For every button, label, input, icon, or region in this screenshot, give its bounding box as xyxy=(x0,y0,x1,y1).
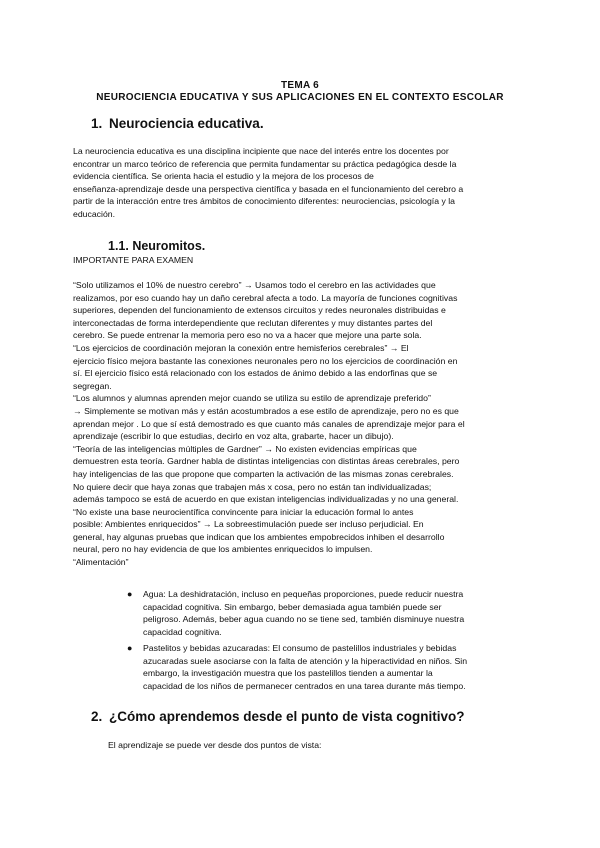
text-line: neural, pero no hay evidencia de que los ambientes enriquecidos lo impulsen. xyxy=(73,544,373,555)
text-line: Pastelitos y bebidas azucaradas: El consumo de pastelillos industriales y bebidas xyxy=(143,643,457,653)
text-line: además tampoco se está de acuerdo en que existan inteligencias individualizadas y no una general. xyxy=(73,494,459,505)
text-line: “No existe una base neurocientífica convincente para iniciar la educación formal lo antes xyxy=(73,506,414,517)
text-line: La neurociencia educativa es una disciplina incipiente que nace del interés entre los docentes por xyxy=(73,146,449,156)
text-line: “Teoría de las inteligencias múltiples de Gardner” → No existen evidencias empíricas que xyxy=(73,443,417,454)
section-1-paragraph xyxy=(73,145,533,221)
text-line: encontrar un marco teórico de referencia que permita fundamentar su práctica pedagógica desde la xyxy=(73,158,457,169)
section-2-intro: El aprendizaje se puede ver desde dos puntos de vista: xyxy=(108,740,322,750)
text-line: capacidad de los niños de permanecer centrados en una tarea durante más tiempo. xyxy=(143,680,466,691)
text-line: No quiere decir que haya zonas que trabajen más x cosa, pero no están tan individualizadas; xyxy=(73,481,432,492)
section-2-number: 2. xyxy=(91,709,103,724)
bullet-icon: ● xyxy=(127,643,133,653)
text-line: segregan. xyxy=(73,380,112,391)
text-line: demuestren esta teoría. Gardner habla de distintas inteligencias con distintas áreas cerebrales, pero xyxy=(73,456,460,467)
text-line: azucaradas suele asociarse con la falta de atención y la hiperactividad en niños. Sin xyxy=(143,655,468,666)
text-line: capacidad cognitiva. xyxy=(143,626,222,637)
text-line: Agua: La deshidratación, incluso en pequeñas proporciones, puede reducir nuestra xyxy=(143,589,464,599)
section-1-title: Neurociencia educativa. xyxy=(109,116,264,131)
text-line: aprendizaje (escribir lo que estudias, decirlo en voz alta, grabarte, hacer un dibujo). xyxy=(73,431,394,442)
text-line: “Solo utilizamos el 10% de nuestro cerebro” → Usamos todo el cerebro en las actividades que xyxy=(73,280,436,290)
section-2-title: ¿Cómo aprendemos desde el punto de vista cognitivo? xyxy=(109,709,465,724)
text-line: interconectadas de forma interdependiente que reclutan diferentes y muy distantes partes del xyxy=(73,317,433,328)
text-line: ejercicio físico mejora bastante las conexiones neuronales pero no los ejercicios de coordinación en xyxy=(73,355,458,366)
text-line: peligroso. Además, beber agua cuando no se tiene sed, también disminuye nuestra xyxy=(143,614,465,625)
text-line: enseñanza-aprendizaje desde una perspectiva científica y basada en el funcionamiento del cerebro a xyxy=(73,183,464,194)
text-line: capacidad cognitiva. Sin embargo, beber demasiada agua también puede ser xyxy=(143,601,442,612)
text-line: “Los ejercicios de coordinación mejoran la conexión entre hemisferios cerebrales” → El xyxy=(73,342,409,353)
subsection-1-1-heading: 1.1. Neuromitos. xyxy=(108,239,206,253)
neuromitos-list xyxy=(73,279,533,569)
bullet-item-agua xyxy=(143,588,533,638)
text-line: realizamos, por eso cuando hay un daño cerebral afecta a todo. La mayoría de funciones cognitivas xyxy=(73,292,458,303)
text-line: posible: Ambientes enriquecidos” → La sobreestimulación puede ser incluso perjudicial. En xyxy=(73,519,424,530)
text-line: superiores, dependen del funcionamiento de extensos circuitos y redes neuronales distribuidas e xyxy=(73,305,446,316)
section-2-heading xyxy=(91,709,465,724)
exam-note: IMPORTANTE PARA EXAMEN xyxy=(73,255,194,265)
text-line: partir de la interacción entre tres ámbitos de conocimiento diferentes: neurociencias, psicología y la xyxy=(73,196,455,207)
text-line: “Los alumnos y alumnas aprenden mejor cuando se utiliza su estilo de aprendizaje preferido” xyxy=(73,393,431,404)
text-line: educación. xyxy=(73,208,116,219)
bullet-icon: ● xyxy=(127,589,133,599)
bullet-item-pastelitos xyxy=(143,642,533,692)
text-line: sí. El ejercicio físico está relacionado con los estados de ánimo debido a las endorfinas que se xyxy=(73,368,438,379)
section-1-heading xyxy=(91,116,264,131)
text-line: general, hay algunas pruebas que indican que los ambientes empobrecidos inhiben el desarrollo xyxy=(73,531,445,542)
document-title: NEUROCIENCIA EDUCATIVA Y SUS APLICACIONES EN EL CONTEXTO ESCOLAR xyxy=(96,92,504,103)
text-line: hay inteligencias de las que propone que comparten la activación de las mismas zonas cerebrales. xyxy=(73,468,454,479)
section-1-number: 1. xyxy=(91,116,103,131)
text-line: aprendan mejor . Lo que sí está demostrado es que cuanto más canales de aprendizaje mejor para el xyxy=(73,418,465,429)
text-line: cerebro. Se puede entrenar la memoria pero eso no va a hacer que mejore una parte sola. xyxy=(73,330,422,341)
text-line: evidencia científica. Se orienta hacia el estudio y la mejora de los procesos de xyxy=(73,171,374,182)
text-line: “Alimentación” xyxy=(73,557,129,568)
text-line: embargo, la investigación muestra que los pastelillos tienden a aumentar la xyxy=(143,668,433,679)
text-line: → Simplemente se motivan más y están acostumbrados a ese estilo de aprendizaje, pero no es que xyxy=(73,405,459,416)
tema-label: TEMA 6 xyxy=(280,80,320,91)
